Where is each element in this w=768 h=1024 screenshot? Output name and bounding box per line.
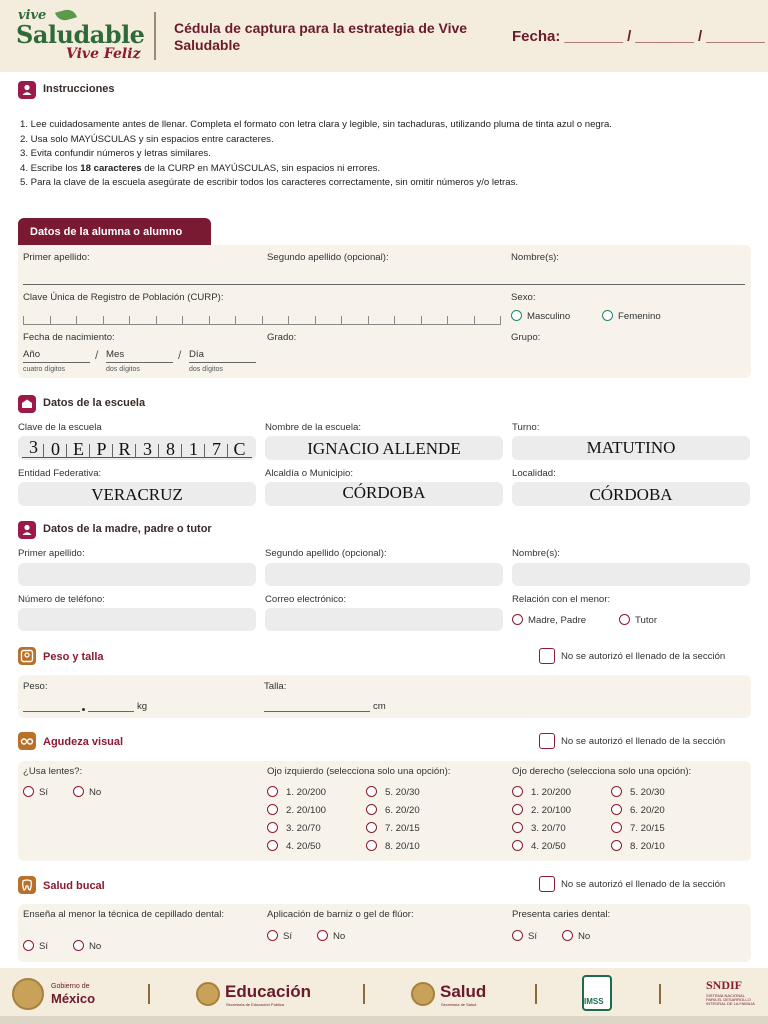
- birth-date-label: Fecha de nacimiento:: [23, 332, 115, 343]
- female-label: Femenino: [618, 311, 661, 322]
- school-key-char: R: [118, 439, 131, 459]
- header-divider: [154, 12, 156, 60]
- first-surname-label: Primer apellido:: [23, 252, 90, 263]
- instruction-text: de la CURP en MAYÚSCULAS, sin espacios ni errores.: [141, 162, 381, 174]
- scale-icon: [18, 647, 36, 665]
- weight-int-line[interactable]: [23, 711, 80, 712]
- instruction-item: 3. Evita confundir números y letras similares.: [20, 148, 211, 160]
- curp-tick: [368, 316, 369, 324]
- second-surname-label: Segundo apellido (opcional):: [267, 252, 389, 263]
- instructions-icon: [18, 81, 36, 99]
- school-key-label: Clave de la escuela: [18, 422, 102, 433]
- right-eye-option-label: 2. 20/100: [531, 805, 572, 816]
- fluoride-no-radio[interactable]: [317, 930, 328, 941]
- gobierno-main-text: México: [51, 991, 96, 1006]
- instruction-item: [20, 162, 740, 177]
- left-eye-option-label: 3. 20/70: [286, 823, 321, 834]
- right-eye-option-radio[interactable]: [611, 822, 622, 833]
- footer-separator: [535, 984, 537, 1004]
- sndif-text: SNDIF: [706, 978, 743, 992]
- school-key-char: 7: [212, 439, 221, 459]
- shift-label: Turno:: [512, 422, 540, 433]
- left-eye-option-radio[interactable]: [267, 840, 278, 851]
- weight-dec-line[interactable]: [88, 711, 134, 712]
- height-label: Talla:: [264, 681, 287, 692]
- male-label: Masculino: [527, 311, 571, 322]
- school-key-tick: [227, 444, 228, 458]
- weight-not-authorized-label: No se autorizó el llenado de la sección: [561, 651, 726, 662]
- curp-tick: [209, 316, 210, 324]
- footer-separator: [363, 984, 365, 1004]
- sndif-sub-text: SISTEMA NACIONAL PARA EL DESARROLLO INTEGRAL DE LA FAMILIA: [706, 993, 755, 1006]
- right-eye-option-radio[interactable]: [611, 840, 622, 851]
- year-label: Año: [23, 349, 41, 360]
- brushing-label: Enseña al menor la técnica de cepillado dental:: [23, 909, 225, 920]
- oral-section-title: Salud bucal: [43, 880, 105, 892]
- caries-label: Presenta caries dental:: [512, 909, 611, 920]
- right-eye-option-radio[interactable]: [512, 786, 523, 797]
- locality-field[interactable]: CÓRDOBA: [512, 482, 750, 506]
- school-key-tick: [66, 444, 67, 458]
- school-key-tick: [112, 444, 113, 458]
- brushing-no-label: No: [89, 941, 102, 952]
- fluoride-yes-radio[interactable]: [267, 930, 278, 941]
- curp-tick: [315, 316, 316, 324]
- right-eye-option-radio[interactable]: [512, 840, 523, 851]
- date-field[interactable]: Fecha: _______ / _______ / _______: [512, 28, 765, 45]
- curp-tick: [156, 316, 157, 324]
- left-eye-option-label: 8. 20/10: [385, 841, 420, 852]
- fluoride-yes-label: Sí: [283, 931, 293, 942]
- decimal-point: [82, 708, 85, 711]
- height-unit: cm: [373, 701, 386, 712]
- logo-main-text: Saludable: [16, 20, 145, 49]
- day-input-line[interactable]: [189, 362, 256, 363]
- weight-label: Peso:: [23, 681, 48, 692]
- curp-baseline: [23, 324, 501, 325]
- right-eye-label: Ojo derecho (selecciona solo una opción):: [512, 766, 692, 777]
- glasses-icon: [18, 732, 36, 750]
- curp-tick: [76, 316, 77, 324]
- left-eye-option-radio[interactable]: [366, 804, 377, 815]
- guardian-icon: [18, 521, 36, 539]
- educacion-seal-icon: [196, 982, 220, 1006]
- oral-not-authorized-checkbox[interactable]: [539, 876, 555, 892]
- name-input-line[interactable]: [23, 284, 745, 285]
- email-label: Correo electrónico:: [265, 594, 347, 605]
- curp-tick: [129, 316, 130, 324]
- right-eye-option-radio[interactable]: [611, 786, 622, 797]
- right-eye-option-label: 8. 20/10: [630, 841, 665, 852]
- fluoride-no-label: No: [333, 931, 346, 942]
- left-eye-option-label: 7. 20/15: [385, 823, 420, 834]
- names-label: Nombre(s):: [511, 252, 559, 263]
- day-label: Día: [189, 349, 204, 360]
- curp-tick: [447, 316, 448, 324]
- instructions-title: Instrucciones: [43, 83, 115, 95]
- school-key-char: 3: [143, 439, 152, 459]
- curp-tick: [421, 316, 422, 324]
- guardian-first-surname-field[interactable]: [18, 563, 256, 586]
- right-eye-option-label: 1. 20/200: [531, 787, 572, 798]
- group-label: Grupo:: [511, 332, 541, 343]
- curp-tick: [394, 316, 395, 324]
- relation-label: Relación con el menor:: [512, 594, 611, 605]
- footer-strip: [0, 1016, 768, 1024]
- curp-input[interactable]: [23, 313, 501, 325]
- school-icon: [18, 395, 36, 413]
- imss-text: IMSS: [584, 997, 604, 1006]
- guardian-section-title: Datos de la madre, padre o tutor: [43, 523, 212, 535]
- brushing-yes-label: Sí: [39, 941, 49, 952]
- glasses-label: ¿Usa lentes?:: [23, 766, 83, 777]
- relation-parent-radio[interactable]: [512, 614, 523, 625]
- female-radio[interactable]: [602, 310, 613, 321]
- left-eye-option-radio[interactable]: [366, 786, 377, 797]
- sex-label: Sexo:: [511, 292, 536, 303]
- school-section-title: Datos de la escuela: [43, 397, 146, 409]
- oral-not-authorized-label: No se autorizó el llenado de la sección: [561, 879, 726, 890]
- logo-sub-text: Vive Feliz: [66, 46, 141, 62]
- page-title: Cédula de captura para la estrategia de Vive Saludable: [174, 20, 468, 53]
- guardian-names-label: Nombre(s):: [512, 548, 560, 559]
- glasses-no-label: No: [89, 787, 102, 798]
- left-eye-option-label: 4. 20/50: [286, 841, 321, 852]
- month-label: Mes: [106, 349, 125, 360]
- salud-seal-icon: [411, 982, 435, 1006]
- brushing-yes-radio[interactable]: [23, 940, 34, 951]
- caries-no-radio[interactable]: [562, 930, 573, 941]
- right-eye-option-label: 7. 20/15: [630, 823, 665, 834]
- month-hint: dos dígitos: [106, 366, 140, 373]
- curp-tick: [103, 316, 104, 324]
- height-line[interactable]: [264, 711, 370, 712]
- state-label: Entidad Federativa:: [18, 468, 102, 479]
- right-eye-option-label: 6. 20/20: [630, 805, 665, 816]
- vision-not-authorized-label: No se autorizó el llenado de la sección: [561, 736, 726, 747]
- gobierno-seal-icon: [12, 978, 44, 1010]
- school-key-tick: [158, 444, 159, 458]
- locality-label: Localidad:: [512, 468, 556, 479]
- right-eye-option-radio[interactable]: [512, 804, 523, 815]
- guardian-second-surname-label: Segundo apellido (opcional):: [265, 548, 387, 559]
- school-key-char: 8: [166, 439, 175, 459]
- tooth-icon: [18, 876, 36, 894]
- guardian-second-surname-field[interactable]: [265, 563, 503, 586]
- right-eye-option-label: 3. 20/70: [531, 823, 566, 834]
- footer-separator: [148, 984, 150, 1004]
- school-key-tick: [204, 444, 205, 458]
- caries-yes-radio[interactable]: [512, 930, 523, 941]
- curp-tick: [474, 316, 475, 324]
- instruction-item: 1. Lee cuidadosamente antes de llenar. Completa el formato con letra clara y legible, sin tachaduras, utilizando pluma de tinta azul o negra.: [20, 119, 612, 130]
- curp-tick: [235, 316, 236, 324]
- instruction-item: 2. Usa solo MAYÚSCULAS y sin espacios entre caracteres.: [20, 133, 274, 145]
- instructions-list: [20, 118, 740, 191]
- curp-tick: [262, 316, 263, 324]
- school-key-tick: [135, 444, 136, 458]
- right-eye-option-radio[interactable]: [512, 822, 523, 833]
- footer-separator: [659, 984, 661, 1004]
- brushing-no-radio[interactable]: [73, 940, 84, 951]
- school-name-field[interactable]: IGNACIO ALLENDE: [265, 436, 503, 460]
- school-key-char: C: [233, 439, 246, 459]
- instruction-text: 4. Escribe los: [20, 162, 81, 174]
- day-hint: dos dígitos: [189, 366, 223, 373]
- educacion-main-text: Educación: [225, 982, 311, 1001]
- right-eye-option-radio[interactable]: [611, 804, 622, 815]
- right-eye-option-label: 4. 20/50: [531, 841, 566, 852]
- school-key-char: 0: [51, 439, 60, 459]
- caries-no-label: No: [578, 931, 591, 942]
- logo-top-text: vive: [18, 8, 47, 23]
- left-eye-option-label: 5. 20/30: [385, 787, 420, 798]
- school-key-char: E: [73, 439, 84, 459]
- school-key-tick: [89, 444, 90, 458]
- left-eye-option-label: 2. 20/100: [286, 805, 327, 816]
- salud-sub-text: Secretaría de Salud: [441, 1002, 477, 1007]
- left-eye-option-radio[interactable]: [267, 804, 278, 815]
- date-slash: /: [178, 348, 182, 362]
- vision-section-title: Agudeza visual: [43, 736, 124, 748]
- curp-tick: [500, 316, 501, 324]
- municipality-label: Alcaldía o Municipio:: [265, 468, 353, 479]
- curp-label: Clave Única de Registro de Población (CURP):: [23, 292, 224, 303]
- date-slash: /: [95, 348, 99, 362]
- left-eye-option-label: 1. 20/200: [286, 787, 327, 798]
- school-key-char: 1: [189, 439, 198, 459]
- month-input-line[interactable]: [106, 362, 173, 363]
- fluoride-label: Aplicación de barniz o gel de flúor:: [267, 909, 414, 920]
- curp-tick: [341, 316, 342, 324]
- weight-unit: kg: [137, 701, 148, 712]
- caries-yes-label: Sí: [528, 931, 538, 942]
- instruction-item: 5. Para la clave de la escuela asegúrate de escribir todos los caracteres correctamente, sin omitir números y/o letras.: [20, 177, 519, 189]
- instruction-bold: 18 caracteres: [80, 162, 142, 174]
- weight-not-authorized-checkbox[interactable]: [539, 648, 555, 664]
- male-radio[interactable]: [511, 310, 522, 321]
- school-key-tick: [43, 444, 44, 458]
- school-key-char: P: [96, 439, 107, 459]
- vision-not-authorized-checkbox[interactable]: [539, 733, 555, 749]
- tab-student-data: Datos de la alumna o alumno: [18, 218, 211, 246]
- left-eye-option-label: 6. 20/20: [385, 805, 420, 816]
- municipality-field[interactable]: CÓRDOBA: [265, 482, 503, 506]
- phone-label: Número de teléfono:: [18, 594, 105, 605]
- school-key-tick: [181, 444, 182, 458]
- left-eye-option-radio[interactable]: [267, 786, 278, 797]
- state-field[interactable]: VERACRUZ: [18, 482, 256, 506]
- salud-main-text: Salud: [440, 982, 487, 1001]
- school-key-char: 3: [29, 437, 38, 457]
- school-name-label: Nombre de la escuela:: [265, 422, 361, 433]
- curp-tick: [50, 316, 51, 324]
- left-eye-option-radio[interactable]: [366, 822, 377, 833]
- curp-tick: [288, 316, 289, 324]
- phone-field[interactable]: [18, 608, 256, 631]
- glasses-yes-label: Sí: [39, 787, 49, 798]
- glasses-no-radio[interactable]: [73, 786, 84, 797]
- year-input-line[interactable]: [23, 362, 90, 363]
- guardian-names-field[interactable]: [512, 563, 750, 586]
- school-key-chars: [22, 438, 252, 458]
- curp-tick: [23, 316, 24, 324]
- curp-tick: [182, 316, 183, 324]
- guardian-first-surname-label: Primer apellido:: [18, 548, 85, 559]
- relation-parent-label: Madre, Padre: [528, 615, 587, 626]
- year-hint: cuatro dígitos: [23, 366, 66, 373]
- relation-tutor-radio[interactable]: [619, 614, 630, 625]
- educacion-sub-text: Secretaría de Educación Pública: [226, 1002, 285, 1007]
- glasses-yes-radio[interactable]: [23, 786, 34, 797]
- left-eye-option-radio[interactable]: [366, 840, 377, 851]
- left-eye-label: Ojo izquierdo (selecciona solo una opción):: [267, 766, 451, 777]
- email-field[interactable]: [265, 608, 503, 631]
- relation-tutor-label: Tutor: [635, 615, 658, 626]
- grade-label: Grado:: [267, 332, 297, 343]
- left-eye-option-radio[interactable]: [267, 822, 278, 833]
- weight-section-title: Peso y talla: [43, 651, 104, 663]
- shift-field[interactable]: MATUTINO: [512, 436, 750, 460]
- right-eye-option-label: 5. 20/30: [630, 787, 665, 798]
- gobierno-top-text: Gobierno de: [51, 983, 90, 990]
